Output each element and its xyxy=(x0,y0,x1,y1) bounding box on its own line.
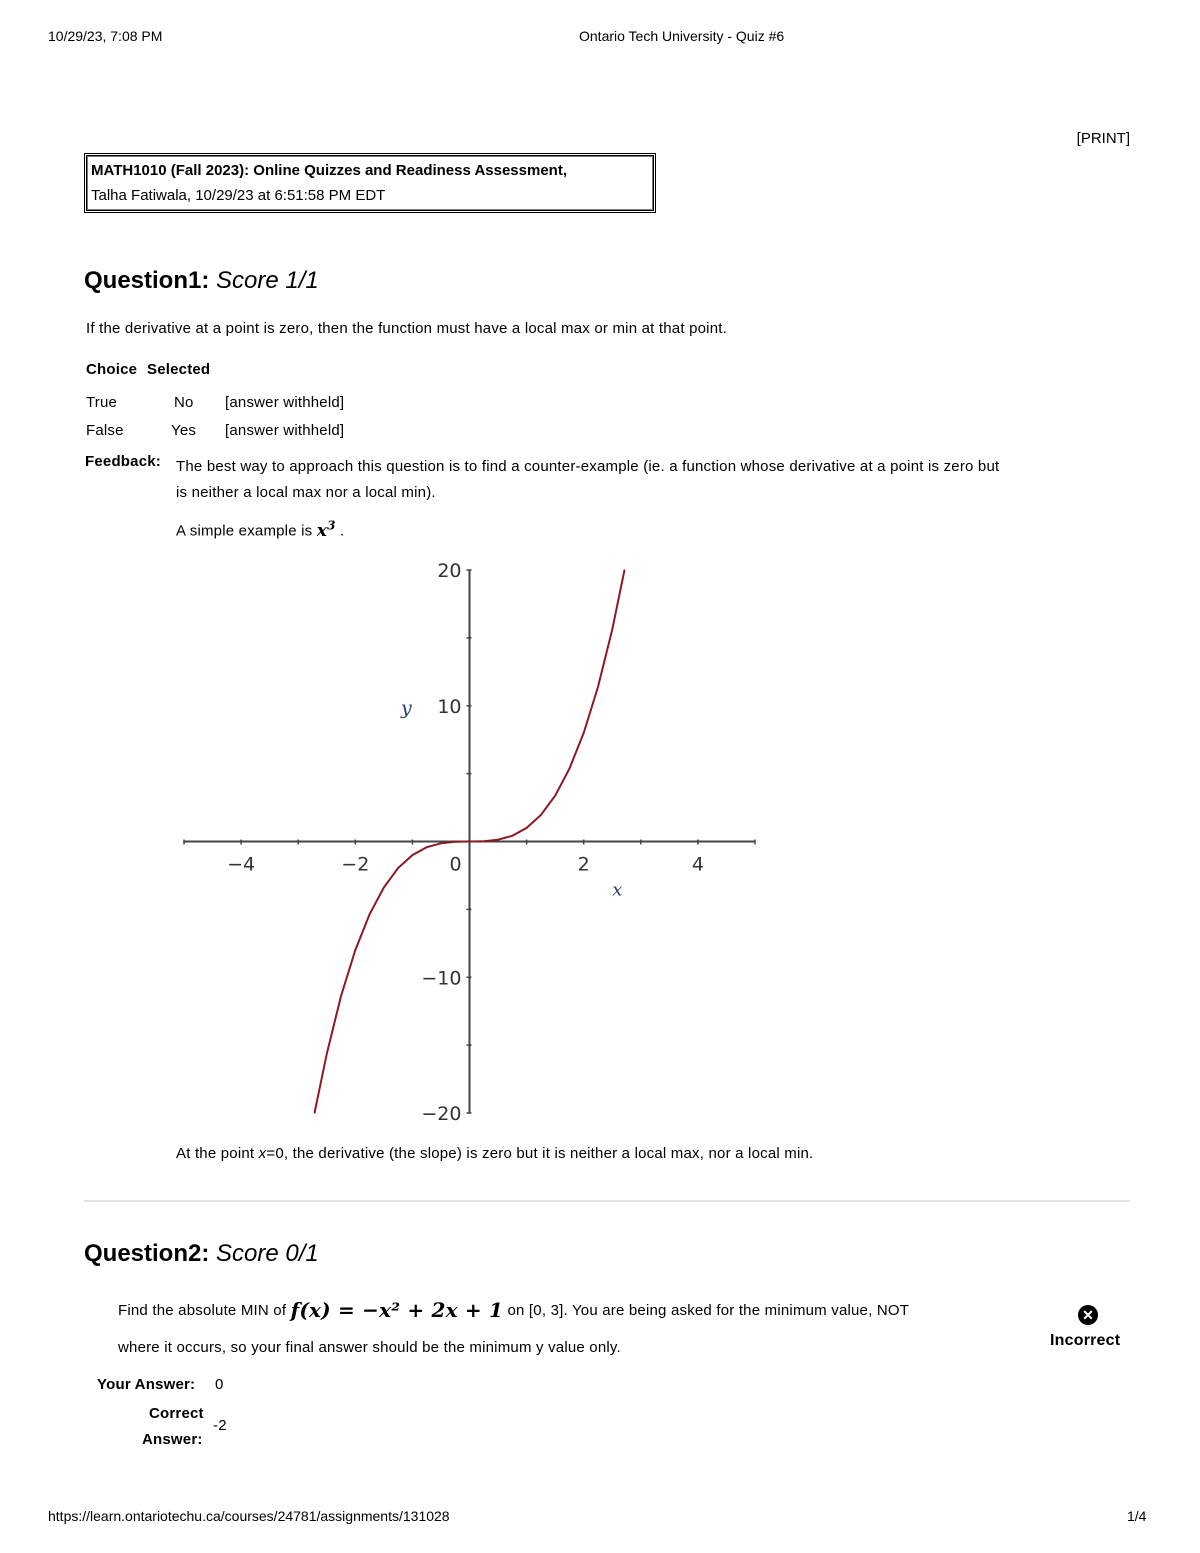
question1-label: Question1: xyxy=(84,267,210,294)
your-answer-label: Your Answer: xyxy=(97,1376,196,1393)
data-point xyxy=(512,835,513,836)
choice-true-answer: [answer withheld] xyxy=(225,394,345,411)
example-prefix: A simple example is xyxy=(176,522,313,540)
data-point xyxy=(555,795,556,796)
example-expression: $x^3$ xyxy=(316,518,336,541)
selected-header: Selected xyxy=(147,361,211,378)
data-point xyxy=(355,950,356,951)
data-point xyxy=(624,569,625,570)
y-tick-label: 20 xyxy=(437,560,462,582)
data-point xyxy=(526,827,527,828)
y-tick-label: −10 xyxy=(421,967,462,990)
question2-score: Score 0/1 xyxy=(216,1240,319,1267)
choice-false-selected: Yes xyxy=(171,422,197,439)
student-info: Talha Fatiwala, 10/29/23 at 6:51:58 PM EDT xyxy=(91,187,386,204)
course-title: MATH1010 (Fall 2023): Online Quizzes and Readiness Assessment, xyxy=(91,162,567,179)
correct-answer-value: -2 xyxy=(213,1417,227,1434)
correct-label-line1: Correct xyxy=(149,1405,204,1422)
y-tick-label: −20 xyxy=(421,1103,462,1125)
x-tick-label: −4 xyxy=(227,853,256,876)
question2-prompt-suffix: on [0, 3]. You are being asked for the minimum value, NOT xyxy=(507,1302,910,1319)
question1-score: Score 1/1 xyxy=(216,267,319,294)
data-point xyxy=(483,841,484,842)
your-answer-value: 0 xyxy=(215,1376,224,1393)
question-separator xyxy=(84,1200,1130,1202)
x-tick-label: 4 xyxy=(691,853,704,876)
feedback-line1: The best way to approach this question is to find a counter-example (ie. a function whose derivative at a point is zero but xyxy=(176,458,1000,475)
incorrect-status: Incorrect xyxy=(1050,1332,1121,1349)
data-point xyxy=(426,847,427,848)
print-datetime: 10/29/23, 7:08 PM xyxy=(48,28,163,44)
data-point xyxy=(412,854,413,855)
feedback-label: Feedback: xyxy=(85,453,161,470)
question2-prompt xyxy=(118,1296,909,1320)
data-point xyxy=(398,867,399,868)
example-suffix: . xyxy=(340,522,345,540)
x-circle-icon: ✕ xyxy=(1078,1305,1098,1325)
data-point xyxy=(383,887,384,888)
question2-title xyxy=(84,1240,319,1268)
data-point xyxy=(314,1112,315,1113)
data-point xyxy=(326,1053,327,1054)
x-axis-label: x xyxy=(612,879,623,901)
y-axis-label: y xyxy=(400,696,412,719)
x-tick-label: −2 xyxy=(341,853,370,876)
data-point xyxy=(497,839,498,840)
print-page-title: Ontario Tech University - Quiz #6 xyxy=(579,28,785,44)
data-point xyxy=(369,914,370,915)
choice-false-answer: [answer withheld] xyxy=(225,422,345,439)
print-url: https://learn.ontariotechu.ca/courses/24781/assignments/131028 xyxy=(48,1508,450,1524)
feedback-line2: is neither a local max nor a local min). xyxy=(176,484,436,501)
data-point xyxy=(455,841,456,842)
data-point xyxy=(612,629,613,630)
data-point xyxy=(583,732,584,733)
x-tick-label: 2 xyxy=(577,853,590,876)
x-tick-label: 0 xyxy=(449,853,462,876)
data-point xyxy=(569,768,570,769)
question2-prompt-prefix: Find the absolute MIN of xyxy=(118,1302,287,1319)
question2-label: Question2: xyxy=(84,1240,210,1267)
question2-prompt-line2: where it occurs, so your final answer should be the minimum y value only. xyxy=(118,1339,621,1356)
question2-formula: f(x) = −x² + 2x + 1 xyxy=(290,1298,504,1322)
choice-true-selected: No xyxy=(174,394,194,411)
data-point xyxy=(540,814,541,815)
correct-label-line2: Answer: xyxy=(142,1431,203,1448)
question1-prompt: If the derivative at a point is zero, then the function must have a local max or min at that point. xyxy=(86,320,727,337)
conclusion-line: At the point x=0, the derivative (the slope) is zero but it is neither a local max, nor a local min. xyxy=(176,1145,814,1162)
data-point xyxy=(340,996,341,997)
print-link[interactable]: [PRINT] xyxy=(1076,130,1130,147)
data-point xyxy=(597,686,598,687)
choice-true: True xyxy=(86,394,118,411)
data-point xyxy=(469,841,470,842)
choice-header: Choice xyxy=(86,361,138,378)
data-point xyxy=(440,843,441,844)
print-page-number: 1/4 xyxy=(1127,1508,1147,1524)
y-tick-label: 10 xyxy=(437,695,462,718)
choice-false: False xyxy=(86,422,124,439)
